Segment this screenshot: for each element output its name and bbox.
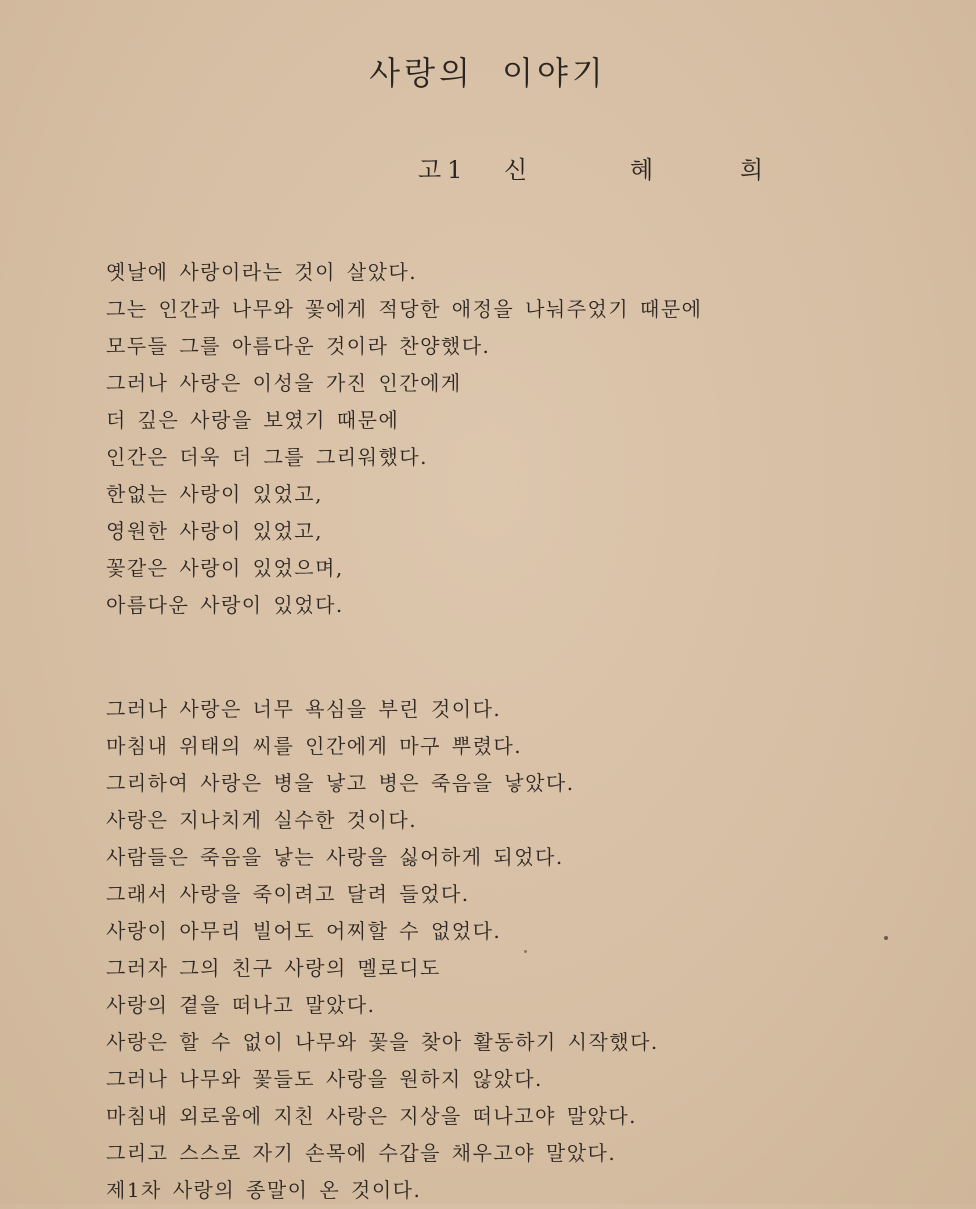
poem-line: 옛날에 사랑이라는 것이 살았다. [106,260,418,284]
poem-line: 사랑이 아무리 빌어도 어찌할 수 없었다. [106,919,502,943]
poem-line: 사람들은 죽음을 낳는 사랑을 싫어하게 되었다. [106,845,564,869]
poem-line: 그리하여 사랑은 병을 낳고 병은 죽음을 낳았다. [106,771,575,795]
poem-line: 사랑은 할 수 없이 나무와 꽃을 찾아 활동하기 시작했다. [106,1030,659,1054]
poem-line: 그래서 사랑을 죽이려고 달려 들었다. [106,882,470,906]
poem-line: 그리고 스스로 자기 손목에 수갑을 채우고야 말았다. [106,1141,617,1165]
paper-speck [884,936,888,940]
stanza-1 [106,254,926,624]
author-name-char: 혜 [630,156,654,184]
poem-line: 그러나 나무와 꽃들도 사랑을 원하지 않았다. [106,1067,543,1091]
poem-line: 마침내 외로움에 지친 사랑은 지상을 떠나고야 말았다. [106,1104,638,1128]
poem-line: 그는 인간과 나무와 꽃에게 적당한 애정을 나눠주었기 때문에 [106,297,703,321]
poem-line: 그러자 그의 친구 사랑의 멜로디도 [106,956,441,980]
poem-line: 그러나 사랑은 너무 욕심을 부린 것이다. [106,697,502,721]
poem-line: 아름다운 사랑이 있었다. [106,593,344,617]
poem-line: 꽃같은 사랑이 있었으며, [106,556,344,580]
poem-line: 모두들 그를 아름다운 것이라 찬양했다. [106,334,491,358]
poem-line: 사랑은 지나치게 실수한 것이다. [106,808,418,832]
poem-line: 그러나 사랑은 이성을 가진 인간에게 [106,371,462,395]
author-name-char: 신 [504,156,528,184]
poem-line: 더 깊은 사랑을 보였기 때문에 [106,408,400,432]
poem-line: 인간은 더욱 더 그를 그리워했다. [106,445,428,469]
poem-line: 한없는 사랑이 있었고, [106,482,323,506]
stanza-gap [106,624,926,691]
poem-line: 제1차 사랑의 종말이 온 것이다. [106,1178,422,1202]
author-class: 고1 [418,156,469,184]
poem-line: 사랑의 곁을 떠나고 말았다. [106,993,376,1017]
stanza-2 [106,691,926,1209]
author-name-char: 희 [740,156,764,184]
poem-body [106,254,926,1209]
author-byline [418,150,778,186]
poem-line: 마침내 위태의 씨를 인간에게 마구 뿌렸다. [106,734,523,758]
paper-speck [524,950,527,953]
poem-line: 영원한 사랑이 있었고, [106,519,323,543]
poem-title: 사랑의 이야기 [369,54,607,92]
